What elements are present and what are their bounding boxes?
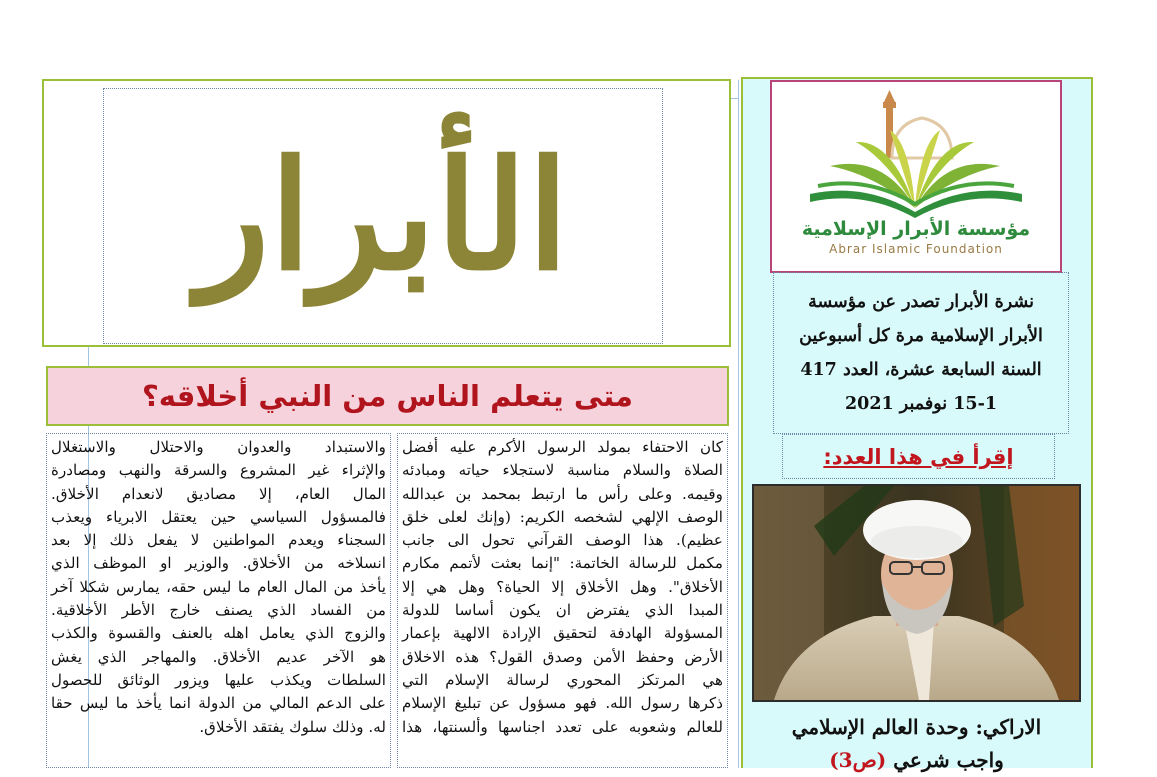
photo-caption-line1[interactable]: الاراكي: وحدة العالم الإسلامي xyxy=(791,715,1042,739)
issue-info-line: الأبرار الإسلامية مرة كل أسبوعين xyxy=(799,326,1043,346)
article-line: المسؤولة الهادفة لتحقيق الإرادة الالهية بإعمار xyxy=(402,624,723,643)
article-line: فالمسؤول السياسي حين يعتقل الابرياء ويعذب xyxy=(51,507,386,526)
article-line: وقيمه. وعلى رأس ما ارتبط بمحمد بن عبدالله xyxy=(402,484,723,503)
article-line: هي المرتكز المحوري لرسالة الإسلام التي xyxy=(402,670,723,689)
issue-date: 15-1 نوفمبر 2021 xyxy=(844,394,998,414)
toc-heading[interactable]: إقرأ في هذا العدد: xyxy=(823,444,1014,469)
article-line: يأخذ من المال العام ما ليس حقه، يمارس شكلا آخر xyxy=(51,577,386,596)
foundation-logo xyxy=(770,80,1062,273)
headline-box xyxy=(46,366,729,426)
issue-info-line: السنة السابعة عشرة، العدد 417 xyxy=(800,360,1042,380)
article-line: والاستبداد والعدوان والاحتلال والاستغلال xyxy=(51,438,386,456)
article-line: مكمل للرسالة الخاتمة: "إنما بعثت لأتمم مكارم xyxy=(402,554,723,573)
article-column-left xyxy=(46,433,391,768)
article-line: المبدا الذي يفترض ان يكون أساسا للدولة xyxy=(402,601,723,620)
logo-name-english: Abrar Islamic Foundation xyxy=(829,242,1003,256)
article-line: عظيم). هذا الوصف القرآني تحول الى جانب xyxy=(402,531,723,550)
article-line: من الفساد الذي يصنف خارج الأطر الأخلاقية. xyxy=(51,601,386,620)
article-line: هو الآخر عديم الأخلاق. والمهاجر الذي يغش xyxy=(51,647,386,666)
masthead-title: الأبرار xyxy=(197,128,569,304)
article-line: الأرض وحفظ الأمن وصدق القول؟ هذه الاخلاق xyxy=(402,647,723,666)
photo-caption-line2[interactable] xyxy=(752,744,1081,777)
article-line: انسلاخه من الأخلاق. والوزير او الموظف الذي xyxy=(51,554,386,573)
article-column-right xyxy=(397,433,728,768)
article-line: السلطات ويكذب عليها ويزور الوثائق للحصول xyxy=(51,670,386,689)
article-line: والزوج الذي يعامل اهله بالعنف والقسوة والكذب xyxy=(51,624,386,643)
article-line: كان الاحتفاء بمولد الرسول الأكرم عليه أفضل xyxy=(402,438,723,456)
photo-caption-box xyxy=(752,705,1081,772)
portrait-image xyxy=(754,486,1079,700)
article-line: الوصف الإلهي لشخصه الكريم: (وإنك لعلى خلق xyxy=(402,507,723,526)
article-line: للعالم وشعوبه على تعدد اجناسها وألسنتها، هذا xyxy=(402,717,723,736)
article-line: الأخلاق". وهل الأخلاق إلا الحياة؟ وهل هي إلا xyxy=(402,577,723,596)
article-line: المال العام، إلا مصاديق لانعدام الأخلاق. xyxy=(51,484,386,503)
article-line: ذكرها رسول الله. فهو مسؤول عن تبليغ الإسلام xyxy=(402,694,723,713)
toc-heading-box xyxy=(782,434,1055,479)
article-line: والإثراء غير المشروع والسرقة والنهب ومصادرة xyxy=(51,461,386,480)
logo-name-arabic: مؤسسة الأبرار الإسلامية xyxy=(801,218,1031,240)
cleric-photo xyxy=(752,484,1081,702)
issue-info-box xyxy=(773,272,1069,434)
article-line: الصلاة والسلام مناسبة لاستجلاء حياته ومبادئه xyxy=(402,461,723,480)
article-line: السجناء ويعدم المواطنين لا يفعل ذلك إلا بعد xyxy=(51,531,386,550)
headline: متى يتعلم الناس من النبي أخلاقه؟ xyxy=(141,379,634,413)
article-line: على الدعم المالي من الدولة انما يأخذ ما ليس حقا xyxy=(51,694,386,713)
layout-guide xyxy=(738,80,739,768)
issue-info-line: نشرة الأبرار تصدر عن مؤسسة xyxy=(808,292,1034,312)
article-line: له. وذلك سلوك يفتقد الأخلاق. xyxy=(199,717,386,736)
caption-page-ref: (ص3) xyxy=(829,748,887,772)
masthead-logo xyxy=(103,88,663,344)
caption-text: واجب شرعي xyxy=(893,748,1004,772)
